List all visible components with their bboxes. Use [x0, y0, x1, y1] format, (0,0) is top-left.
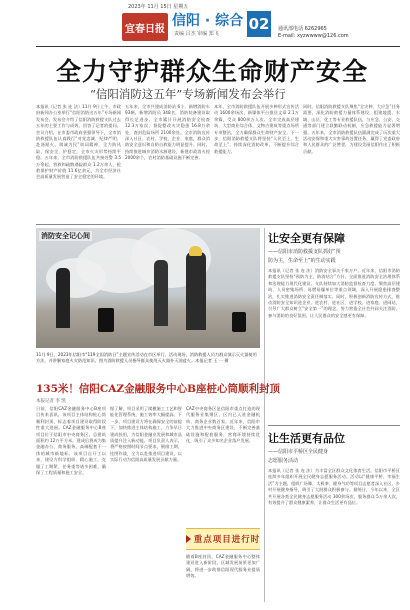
page-number: 02 — [247, 11, 271, 37]
left-article-column-3-continued: 随着B座封顶，CAZ金融服务中心整体建设进入新阶段，区域发展前景更加广阔，将进一步助推信阳现代服务业提质增效。 — [186, 554, 260, 579]
banner-title: 重点项目进行时 — [193, 535, 261, 545]
news-photo — [36, 228, 260, 348]
contact-info — [278, 26, 349, 40]
left-article-byline: 本报记者 李 凯 — [36, 399, 66, 404]
main-article-column-4: 同时，信阳消防救援支队聚焦“全灾种、大应急”任务需要，深化消防救援力量体系建设，组建地震、水域、山岳、化工等专业救援队伍，与应急、公安、交通等部门建立联勤联动机制，应急救援能力显著增强。五年来，全市消防救援队伍圆满完成了历次重大活动安保和重大灾害事故处置任务，赢得了党委政府和人民群众的广泛赞誉，为建设美丽信阳作出了积极贡献。 — [303, 104, 400, 154]
helmet — [189, 246, 202, 256]
left-article-headline: 135米！信阳CAZ金融服务中心B座桩心筒顺利封顶 — [36, 383, 280, 395]
photo-caption: 11月 9日，2023年信阳市“119全国消防日”主题宣传活动在市区举行。活动现场，消防救援人员为群众演示灭火器使用方法，并讲解家庭火灾防范知识。图为消防救援人员指导群众使用灭火器扑灭油盆火。本报记者 王 一 摄 — [36, 352, 257, 363]
right-article-1-subheadline: ——信阳市消防救援支队抓好“预 — [268, 249, 341, 255]
smoke-cloud — [46, 258, 106, 298]
right-article-1-subheadline-2: 防为主，生命至上”的生动实践 — [268, 258, 336, 264]
left-article-column-1: 日前，信阳CAZ金融服务中心B座项目传来喜讯，该项目主体结构桩心筒顺利封顶，标志着项目建设取得阶段性重大进展。CAZ金融服务中心B座项目位于信阳市中央商务区，总建筑面积约 12万平方米，建成后将成为集金融办公、商务服务、高端配套于一体的城市新地标。该项目自开工以来，建设方科学组织、精心施工，克服了工期紧、任务重等诸多困难，确保了工程质量和施工安全。 — [36, 406, 106, 476]
main-subheadline: “信阳消防这五年”专场新闻发布会举行 — [90, 87, 286, 101]
left-article-column-2: 据了解，项目采用了爬模施工工艺和智能化管理系统，施工效率大幅提高。下一步，项目建设方将在确保安全的前提下，加快推进主体结构施工，力争早日建成投用，为信阳金融业发展和城市品质提升注入新动能。项目负责人表示，将严格按照时间节点要求，倒排工期、挂图作战，全力以赴推进项目建设，以实际行动为信阳高质量发展贡献力量。 — [110, 406, 182, 463]
arrow-icon — [186, 535, 191, 543]
right-article-1-headline: 让安全更有保障 — [268, 232, 345, 245]
section-editors: 责编 吕杰 审编 郑飞 — [174, 31, 219, 37]
article-divider — [268, 425, 400, 426]
header-rule — [36, 46, 400, 47]
right-article-1-body: 本报讯（记者 张 连 法）消防安全事关千家万户。近年来，信阳市消防救援支队坚持“预防为主、防消结合”方针，全面推进消防安全治理体系和治理能力现代化建设。支队持续加大消防监督检查力度，聚焦高层建筑、人员密集场所、易燃易爆单位等重点领域，深入开展隐患排查整治，扎实推进消防安全责任制落实。同时，积极创新消防宣传方式，推动消防安全知识进企业、进农村、进社区、进学校、进家庭、进网站，引导广大群众树立“安全第一”的理念，努力营造全社会共同关注消防、参与消防的良好氛围，让人民群众的安全感更有保障。 — [268, 268, 400, 318]
photo-overlay-label: 消防安全记心间 — [41, 232, 90, 240]
newspaper-logo: 宜春日报 — [122, 13, 168, 41]
column-divider — [264, 228, 265, 602]
fire-drum — [98, 308, 114, 332]
right-article-2-subheadline: ——信阳市平桥区全民健身 — [268, 449, 329, 455]
main-headline: 全力守护群众生命财产安全 — [56, 57, 369, 86]
main-article-column-3: 本年，全市消防救援队伍开展多种形式宣传活动 1600余场次，新媒体平台推送文章 2.1万余篇，受众 800余万人次。全市完成高层建筑、大型商业综合体、文物古建筑等重点场所专项整治，全力确保群众生命财产安全。下一步，信阳消防救援支队将坚持“人民至上、生命至上”，持续深化消防改革，不断提升综合救援能力。 — [214, 104, 299, 154]
section-divider — [36, 224, 400, 225]
issue-date: 2023年 11月 15日 星期五 — [128, 4, 189, 10]
contact-email: E-mail: xyzwwww@126.com — [278, 33, 349, 39]
right-article-2-headline: 让生活更有品位 — [268, 432, 345, 445]
firefighter-figure — [56, 268, 70, 328]
left-article-column-3: CAZ中央商务区是信阳市重点打造的现代服务业集聚区，区内已入驻金融机构、商务企业数百家。近年来，信阳市大力推进中央商务区建设，不断完善基础设施和配套服务，营商环境持续优化，吸引了众多知名企业落户发展。 — [186, 406, 260, 444]
right-article-2-subheadline-2: 志愿服务活动 — [268, 458, 299, 464]
main-article-column-2: 五年来，全市共建成消防站 6个，新增消防车 93辆，新增消防员 348名，消防装备建设取得长足进步。全市累计开展消防安全检查 12.3万家次，督促整改火灾隐患 16.8万余处，查封危险场所 2100余处。全市消防宣传深入社区、农村、学校、企业、家庭，群众消防安全意识和自防自救能力明显提升。同时，持续推进城乡消防水源建设，新建市政消火栓 2000余个，农村消防基础设施不断完善。 — [125, 104, 210, 161]
column-banner — [186, 528, 260, 550]
fire-drum — [232, 312, 246, 332]
section-title: 信阳 · 综合 — [172, 13, 244, 29]
main-article-column-1: 本报讯（记者 张 连 法）11月 9日上午，市政府新闻办公室举行“信阳消防这五年”专场新闻发布会。发布会介绍了信阳消防救援支队过去五年的主要工作与成效，回答了记者的提问。会议介绍，在市委市政府坚强领导下，全市消防救援队伍认真践行“对党忠诚、纪律严明、赴汤蹈火、竭诚为民”训词精神，全力防风险、保安全、护稳定，全市火灾形势持续平稳。五年来，全市消防救援队伍共接处警 3.5万余起，营救和疏散遇险群众 1.2万余人，抢救保护财产价值 11.6亿余元，为全市经济社会高质量发展营造了安全稳定的环境。 — [36, 104, 121, 180]
contact-phone: 通讯部电话 6262965 — [278, 26, 327, 32]
right-article-2-body: 本报讯（记者 张 连 法）为丰富全区群众文化体育生活，信阳市平桥区连续多年组织开展全民健身志愿服务活动。活动以“健康平桥、幸福生活”为主题，组织广场舞、太极拳、健身气功等项目志愿者深入社区、乡村开展健身指导，吸引了大批群众积极参与。据统计，今年以来，全区共开展各类全民健身志愿服务活动 300余场次，服务群众 5万余人次，有效提升了群众健康素养，让群众生活更有品位。 — [268, 468, 400, 506]
firefighter-figure — [154, 260, 168, 326]
firefighter-figure — [186, 252, 206, 330]
